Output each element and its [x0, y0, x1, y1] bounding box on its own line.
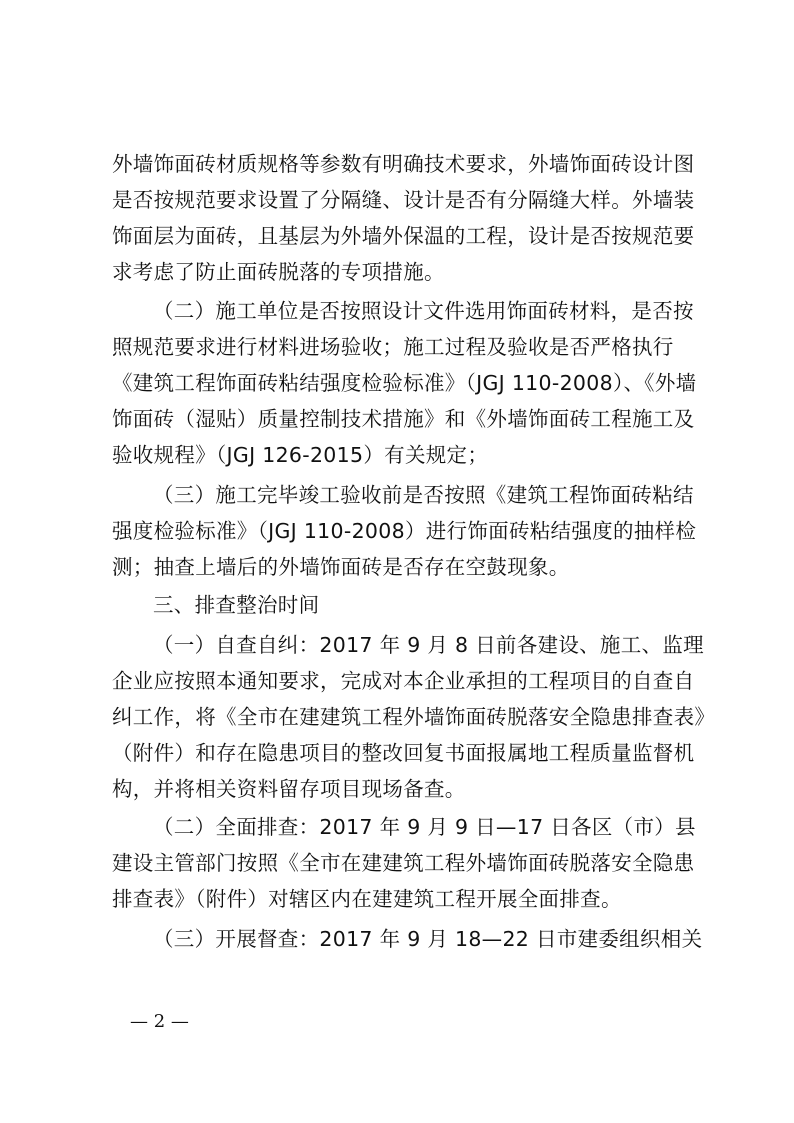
text-line: 饰面层为面砖，且基层为外墙外保温的工程，设计是否按规范要: [112, 224, 695, 248]
text-line: 外墙饰面砖材质规格等参数有明确技术要求，外墙饰面砖设计图: [112, 152, 695, 176]
paragraph-first-line: （二）施工单位是否按照设计文件选用饰面砖材料，是否按: [153, 299, 694, 323]
text-line: 验收规程》（JGJ 126-2015）有关规定；: [112, 443, 489, 467]
text-line: 纠工作，将《全市在建建筑工程外墙饰面砖脱落安全隐患排查表》: [112, 705, 716, 729]
paragraph-first-line: （一）自查自纠：2017 年 9 月 8 日前各建设、施工、监理: [153, 633, 704, 657]
paragraph-first-line: （二）全面排查：2017 年 9 月 9 日—17 日各区（市）县: [153, 815, 696, 839]
text-line: 《建筑工程饰面砖粘结强度检验标准》（JGJ 110-2008）、《外墙: [112, 371, 697, 395]
text-line: 企业应按照本通知要求，完成对本企业承担的工程项目的自查自: [112, 669, 695, 693]
paragraph-first-line: （三）开展督查：2017 年 9 月 18—22 日市建委组织相关: [153, 927, 703, 951]
text-line: 是否按规范要求设置了分隔缝、设计是否有分隔缝大样。外墙装: [112, 188, 695, 212]
section-heading: 三、排查整治时间: [153, 593, 320, 617]
text-line: 构，并将相关资料留存项目现场备查。: [112, 777, 466, 801]
text-line: 建设主管部门按照《全市在建建筑工程外墙饰面砖脱落安全隐患: [112, 851, 695, 875]
text-line: 照规范要求进行材料进场验收；施工过程及验收是否严格执行: [112, 335, 674, 359]
text-line: 排查表》（附件）对辖区内在建建筑工程开展全面排查。: [112, 887, 622, 911]
text-line: 强度检验标准》（JGJ 110-2008）进行饰面砖粘结强度的抽样检: [112, 519, 697, 543]
paragraph-first-line: （三）施工完毕竣工验收前是否按照《建筑工程饰面砖粘结: [153, 483, 694, 507]
text-line: 饰面砖（湿贴）质量控制技术措施》和《外墙饰面砖工程施工及: [112, 407, 695, 431]
text-line: 测；抽查上墙后的外墙饰面砖是否存在空鼓现象。: [112, 555, 570, 579]
page-number: — 2 —: [130, 1011, 189, 1032]
text-line: （附件）和存在隐患项目的整改回复书面报属地工程质量监督机: [112, 741, 695, 765]
text-line: 求考虑了防止面砖脱落的专项措施。: [112, 260, 445, 284]
